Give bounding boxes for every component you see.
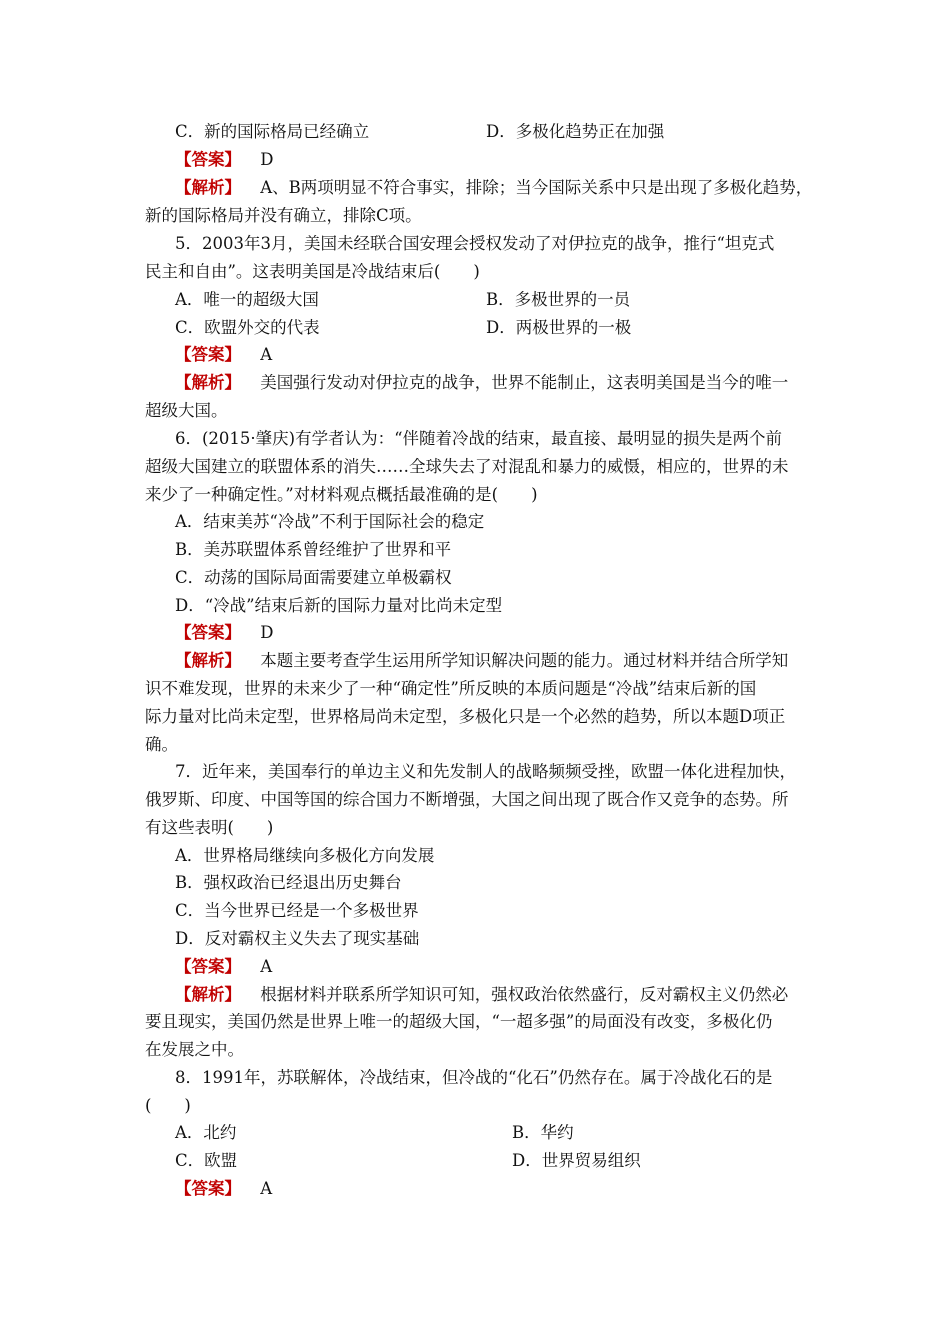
q7-option-a: A．世界格局继续向多极化方向发展 (175, 846, 435, 865)
q5-stem-line-2: 民主和自由”。这表明美国是冷战结束后( ) (145, 262, 480, 281)
q8-option-d: D．世界贸易组织 (512, 1151, 641, 1170)
q6-analysis-line-4: 确。 (145, 735, 178, 754)
q5-answer: A (260, 345, 273, 364)
q5-option-d: D．两极世界的一极 (486, 318, 632, 337)
q7-answer: A (260, 957, 273, 976)
q7-stem-line-1: 7．近年来，美国奉行的单边主义和先发制人的战略频频受挫，欧盟一体化进程加快， (175, 762, 796, 781)
q6-analysis-line-3: 际力量对比尚未定型，世界格局尚未定型，多极化只是一个必然的趋势，所以本题D项正 (145, 707, 786, 726)
q6-option-d: D．“冷战”结束后新的国际力量对比尚未定型 (175, 596, 503, 615)
q8-answer-line (175, 1178, 272, 1200)
q8-stem-line-1: 8．1991年，苏联解体，冷战结束，但冷战的“化石”仍然存在。属于冷战化石的是 (175, 1068, 773, 1087)
q4-answer-line (175, 149, 273, 171)
q7-analysis-line-3: 在发展之中。 (145, 1040, 244, 1059)
q6-analysis-line-2: 识不难发现，世界的未来少了一种“确定性”所反映的本质问题是“冷战”结束后新的国 (145, 679, 757, 698)
q6-stem-line-3: 来少了一种确定性。”对材料观点概括最准确的是( ) (145, 485, 538, 504)
q7-option-c: C．当今世界已经是一个多极世界 (175, 901, 419, 920)
q5-stem-line-1: 5．2003年3月，美国未经联合国安理会授权发动了对伊拉克的战争，推行“坦克式 (175, 234, 775, 253)
q6-option-b: B．美苏联盟体系曾经维护了世界和平 (175, 540, 452, 559)
q8-option-a: A．北约 (175, 1123, 237, 1142)
q7-analysis-line-1: 【解析】 根据材料并联系所学知识可知，强权政治依然盛行，反对霸权主义仍然必 (175, 985, 789, 1004)
analysis-tag: 【解析】 (175, 373, 241, 392)
q6-option-a: A．结束美苏“冷战”不利于国际社会的稳定 (175, 512, 485, 531)
answer-tag: 【答案】 (175, 345, 241, 364)
q8-stem-line-2: ( ) (145, 1096, 191, 1115)
q7-answer-line (175, 956, 272, 978)
q6-answer-line (175, 622, 273, 644)
q6-option-c: C．动荡的国际局面需要建立单极霸权 (175, 568, 452, 587)
q6-stem-line-1: 6．(2015·肇庆)有学者认为：“伴随着冷战的结束，最直接、最明显的损失是两个前 (175, 429, 783, 448)
q8-answer: A (260, 1179, 273, 1198)
q5-analysis-line-2: 超级大国。 (145, 401, 228, 420)
answer-tag: 【答案】 (175, 150, 241, 169)
analysis-tag: 【解析】 (175, 178, 241, 197)
analysis-tag: 【解析】 (175, 651, 241, 670)
q5-answer-line (175, 344, 272, 366)
q5-option-a: A．唯一的超级大国 (175, 290, 319, 309)
q7-option-d: D．反对霸权主义失去了现实基础 (175, 929, 420, 948)
answer-tag: 【答案】 (175, 1179, 241, 1198)
q6-stem-line-2: 超级大国建立的联盟体系的消失……全球失去了对混乱和暴力的威慑，相应的，世界的未 (145, 457, 789, 476)
q7-stem-line-2: 俄罗斯、印度、中国等国的综合国力不断增强，大国之间出现了既合作又竞争的态势。所 (145, 790, 789, 809)
q5-analysis-line-1: 【解析】 美国强行发动对伊拉克的战争，世界不能制止，这表明美国是当今的唯一 (175, 373, 789, 392)
q4-answer: D (260, 150, 274, 169)
q8-option-b: B．华约 (512, 1123, 574, 1142)
q4-analysis-line-2: 新的国际格局并没有确立，排除C项。 (145, 206, 422, 225)
answer-tag: 【答案】 (175, 623, 241, 642)
analysis-tag: 【解析】 (175, 985, 241, 1004)
q6-answer: D (260, 623, 274, 642)
q4-option-d: D．多极化趋势正在加强 (486, 122, 665, 141)
q7-analysis-line-2: 要且现实，美国仍然是世界上唯一的超级大国，“一超多强”的局面没有改变，多极化仍 (145, 1012, 773, 1031)
q7-stem-line-3: 有这些表明( ) (145, 818, 274, 837)
q7-option-b: B．强权政治已经退出历史舞台 (175, 873, 402, 892)
q5-option-b: B．多极世界的一员 (486, 290, 631, 309)
q5-option-c: C．欧盟外交的代表 (175, 318, 320, 337)
q4-option-c: C．新的国际格局已经确立 (175, 122, 370, 141)
q6-analysis-line-1: 【解析】 本题主要考查学生运用所学知识解决问题的能力。通过材料并结合所学知 (175, 651, 789, 670)
answer-tag: 【答案】 (175, 957, 241, 976)
q8-option-c: C．欧盟 (175, 1151, 238, 1170)
q4-analysis-line-1: 【解析】 A、B两项明显不符合事实，排除；当今国际关系中只是出现了多极化趋势， (175, 178, 813, 197)
